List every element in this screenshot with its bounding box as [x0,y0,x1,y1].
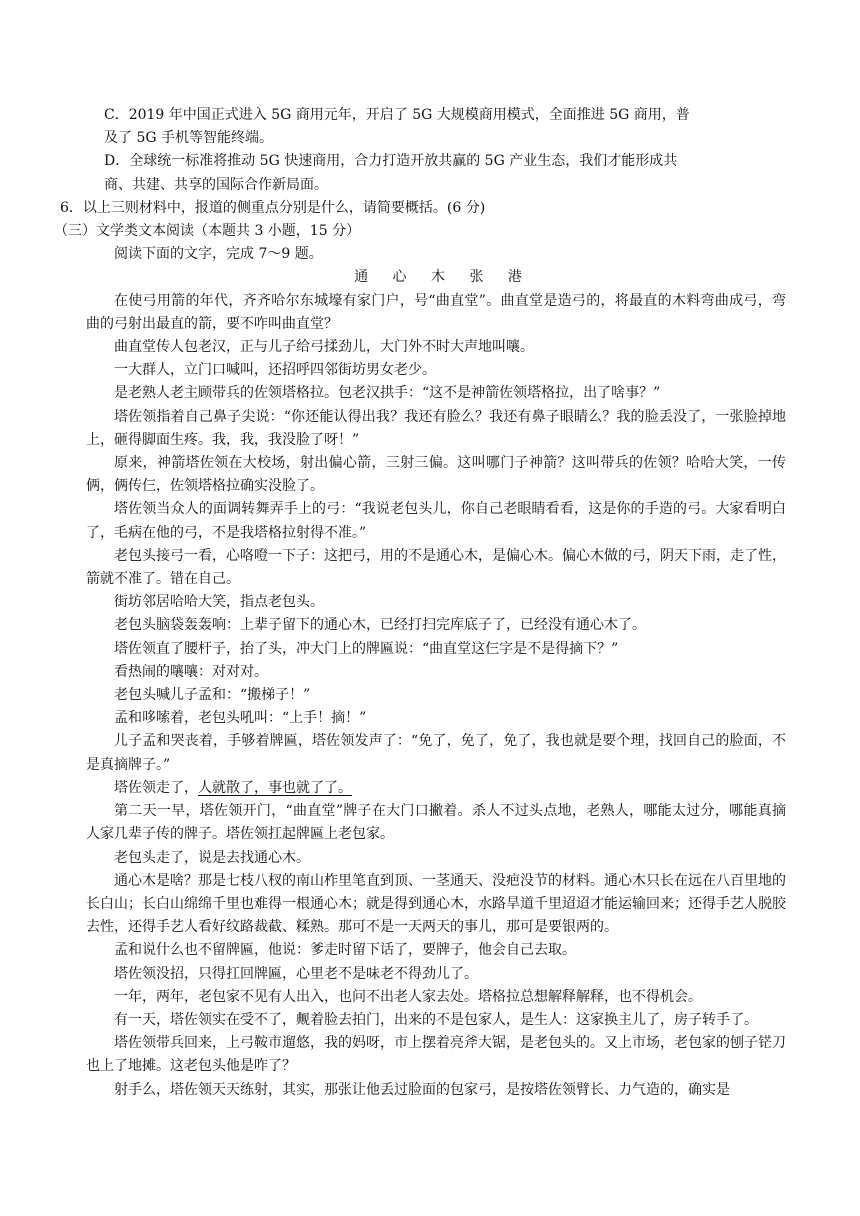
option-d-line2: 商、共建、共享的国际合作新局面。 [104,176,328,193]
story-paragraph: 老包头接弓一看，心咯噔一下子：这把弓，用的不是通心木，是偏心木。偏心木做的弓，阴天下雨，走了性，箭就不准了。错在自己。 [86,547,786,588]
story-paragraph: 在使弓用箭的年代，齐齐哈尔东城壕有家门户，号“曲直堂”。曲直堂是造弓的，将最直的木料弯曲成弓，弯曲的弓射出最直的箭，要不咋叫曲直堂？ [86,292,786,332]
story-paragraph: 射手么，塔佐领天天练射，其实，那张让他丢过脸面的包家弓，是按塔佐领臂长、力气造的，确实是 [114,1081,730,1098]
story-paragraph: 塔佐领指着自己鼻子尖说：“你还能认得出我？我还有脸么？我还有鼻子眼睛么？我的脸丢没了，一张脸掉地上，砸得脚面生疼。我，我，我没脸了呀！” [86,408,786,448]
underlined-sentence: 人就散了，事也就了了。 [198,779,352,796]
story-paragraph-underlined [86,777,786,800]
story-paragraph: 老包头喊儿子孟和：“搬梯子！” [114,687,311,704]
story-paragraph: 一年，两年，老包家不见有人出入，也问不出老人家去处。塔格拉总想解释解释，也不得机会。 [114,988,702,1005]
story-paragraph: 原来，神箭塔佐领在大校场，射出偏心箭，三射三偏。这叫哪门子神箭？这叫带兵的佐领？哈哈大笑，一传俩，俩传仨，佐领塔格拉确实没脸了。 [86,455,786,495]
story-paragraph: 塔佐领带兵回来，上弓鞍市遛悠，我的妈呀，市上摆着亮斧大锯，是老包头的。又上市场，老包家的刨子铓刀也上了地摊。这老包头他是咋了？ [86,1035,786,1075]
story-paragraph: 看热闹的嚷嚷：对对对。 [114,663,268,680]
story-paragraph: 通心木是啥？那是七枝八杈的南山柞里笔直到顶、一茎通天、没疤没节的材料。通心木只长在远在八百里地的长白山；长白山绵绵千里也难得一根通心木；就是得到通心木，水路旱道千里迢迢才能运输回来；还得手艺人脱胶去性，还得手艺人看好纹路裁截、糅熟。那可不是一天两天的事儿，那可是要银两的。 [86,872,786,936]
section-heading: （三）文学类文本阅读（本题共 3 小题，15 分） [54,223,361,240]
story-paragraph: 塔佐领直了腰杆子，抬了头，冲大门上的牌匾说：“曲直堂这仨字是不是得摘下？” [114,640,619,657]
story-paragraph: 第二天一早，塔佐领开门，“曲直堂”牌子在大门口撇着。杀人不过头点地，老熟人，哪能太过分，哪能真摘人家几辈子传的牌子。塔佐领扛起牌匾上老包家。 [86,803,786,843]
story-paragraph: 曲直堂传人包老汉，正与儿子给弓揉劲儿，大门外不时大声地叫嚷。 [114,339,534,356]
story-title: 通 心 木 张 港 [354,269,532,286]
story-paragraph: 是老熟人老主顾带兵的佐领塔格拉。包老汉拱手：“这不是神箭佐领塔格拉，出了啥事？” [114,385,661,402]
story-paragraph: 一大群人，立门口喊叫，还招呼四邻街坊男女老少。 [114,362,436,379]
story-paragraph: 孟和说什么也不留牌匾，他说：爹走时留下话了，要牌子，他会自己去取。 [114,942,576,959]
option-d-line1: D．全球统一标准将推动 5G 快速商用，合力打造开放共赢的 5G 产业生态，我们才能形成共 [104,153,678,170]
story-paragraph: 老包头走了，说是去找通心木。 [114,849,310,866]
option-c-line2: 及了 5G 手机等智能终端。 [104,130,273,147]
section-instruction: 阅读下面的文字，完成 7～9 题。 [114,246,323,263]
story-paragraph: 塔佐领当众人的面调转舞弄手上的弓：“我说老包头儿，你自己老眼睛看看，这是你的手造的弓。大家看明白了，毛病在他的弓，不是我塔格拉射得不准。” [86,501,786,541]
story-paragraph: 孟和哆嗦着，老包头吼叫：“上手！摘！” [114,710,367,727]
paragraph-text: 塔佐领走了， [114,779,198,796]
story-paragraph: 有一天，塔佐领实在受不了，觍着脸去拍门，出来的不是包家人，是生人：这家换主儿了，房子转手了。 [114,1011,758,1028]
document-body [54,104,786,1102]
story-paragraph: 老包头脑袋轰轰响：上辈子留下的通心木，已经打扫完库底子了，已经没有通心木了。 [114,617,646,634]
story-paragraph: 塔佐领没招，只得扛回牌匾，心里老不是味老不得劲儿了。 [114,965,478,982]
option-c-line1: C．2019 年中国正式进入 5G 商用元年，开启了 5G 大规模商用模式，全面推进 5G 商用，普 [104,107,690,123]
question-6: 6．以上三则材料中，报道的侧重点分别是什么，请简要概括。(6 分) [60,199,486,216]
story-paragraph: 儿子孟和哭丧着，手够着牌匾，塔佐领发声了：“免了，免了，免了，我也就是要个理，找回自己的脸面，不是真摘牌子。” [86,733,786,773]
story-paragraph: 街坊邻居哈哈大笑，指点老包头。 [114,594,324,611]
